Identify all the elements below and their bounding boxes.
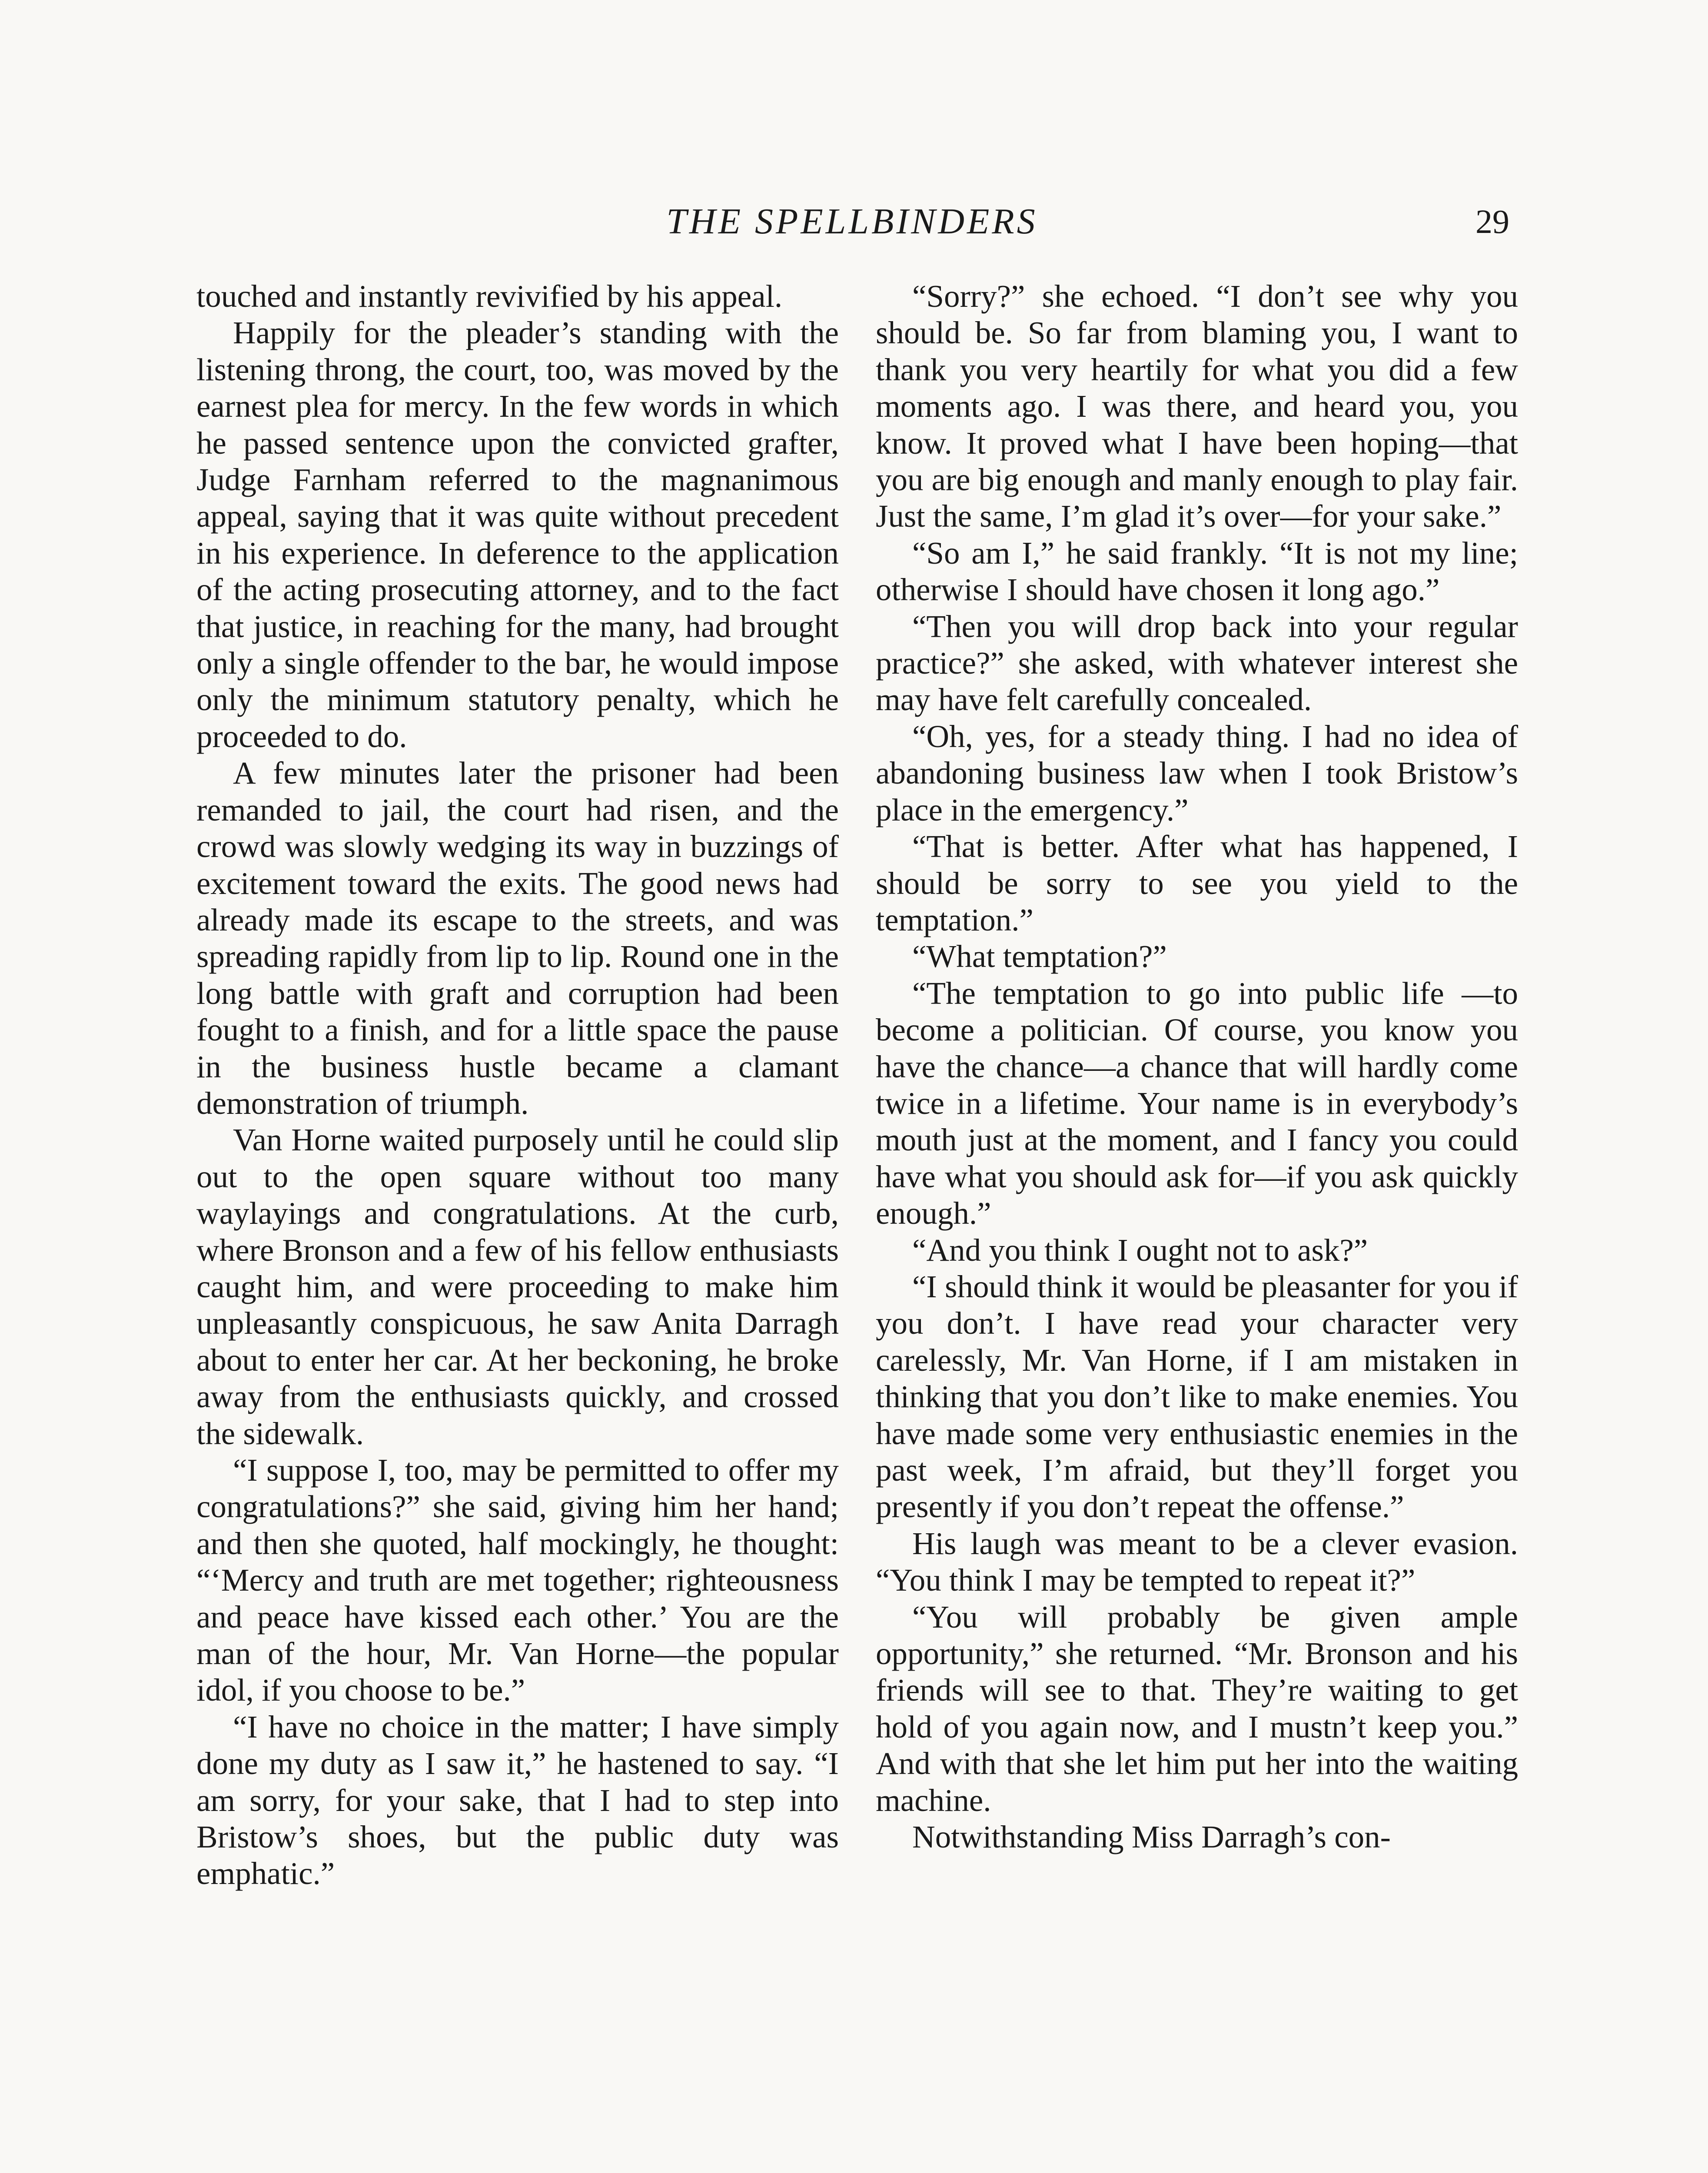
paragraph: Notwithstanding Miss Darragh’s con-: [912, 1819, 1391, 1855]
paragraph: “Then you will drop back into your regular practice?” she asked, with whatever interest she may have felt carefully concealed.: [876, 608, 1518, 718]
page-header: [195, 198, 1509, 246]
page-number: 29: [1475, 203, 1509, 240]
paragraph: “What temptation?”: [912, 939, 1167, 974]
paragraph: His laugh was meant to be a clever evasion. “You think I may be tempted to repeat it?”: [876, 1525, 1518, 1598]
running-title: THE SPELLBINDERS: [666, 201, 1038, 242]
paragraph: “The temptation to go into public life —to become a politician. Of course, you know you have the chance—a chance that will hardly come twice in a lifetime. Your name is in everybody’s mouth just at the moment, and I fancy you could have what you should ask for—if you ask quickly enough.”: [876, 975, 1518, 1231]
paragraph: Van Horne waited purposely until he could slip out to the open square without too many waylayings and congratulations. At the curb, where Bronson and a few of his fellow enthusiasts caught him, and were proceeding to make him unpleasantly conspicuous, he saw Anita Darragh about to enter her car. At her beckoning, he broke away from the enthusiasts quickly, and crossed the sidewalk.: [196, 1122, 839, 1451]
paragraph: Happily for the pleader’s standing with the listening throng, the court, too, was moved by the earnest plea for mercy. In the few words in which he passed sentence upon the convicted grafter, Judge Farnham referred to the magnanimous appeal, saying that it was quite without precedent in his experience. In deference to the application of the acting prosecuting attorney, and to the fact that justice, in reaching for the many, had brought only a single offender to the bar, he would impose only the minimum statutory penalty, which he proceeded to do.: [196, 315, 839, 754]
paragraph: “You will probably be given ample opportunity,” she returned. “Mr. Bronson and his friends will see to that. They’re waiting to get hold of you again now, and I mustn’t keep you.” And with that she let him put her into the waiting machine.: [876, 1599, 1518, 1818]
paragraph: “So am I,” he said frankly. “It is not my line; otherwise I should have chosen it long ago.”: [876, 535, 1518, 608]
right-column: [876, 278, 1518, 1855]
left-column: [196, 278, 839, 1892]
paragraph: “That is better. After what has happened, I should be sorry to see you yield to the temptation.”: [876, 829, 1518, 937]
paragraph: “I should think it would be pleasanter for you if you don’t. I have read your character very carelessly, Mr. Van Horne, if I am mistaken in thinking that you don’t like to make enemies. You have made some very enthusiastic enemies in the past week, I’m afraid, but they’ll forget you presently if you don’t repeat the offense.”: [876, 1269, 1518, 1525]
paragraph: touched and instantly revivified by his appeal.: [196, 279, 783, 314]
paragraph: “Oh, yes, for a steady thing. I had no idea of abandoning business law when I took Bristow’s place in the emergency.”: [876, 718, 1518, 827]
paragraph: “And you think I ought not to ask?”: [912, 1232, 1368, 1268]
paragraph: “I have no choice in the matter; I have simply done my duty as I saw it,” he hastened to say. “I am sorry, for your sake, that I had to step into Bristow’s shoes, but the public duty was emphatic.”: [196, 1709, 839, 1891]
paragraph: “Sorry?” she echoed. “I don’t see why you should be. So far from blaming you, I want to thank you very heartily for what you did a few moments ago. I was there, and heard you, you know. It proved what I have been hoping—that you are big enough and manly enough to play fair. Just the same, I’m glad it’s over—for your sake.”: [876, 279, 1518, 534]
paragraph: “I suppose I, too, may be permitted to offer my congratulations?” she said, giving him her hand; and then she quoted, half mockingly, he thought: “‘Mercy and truth are met together; righteousness and peace have kissed each other.’ You are the man of the hour, Mr. Van Horne—the popular idol, if you choose to be.”: [196, 1452, 839, 1708]
paragraph: A few minutes later the prisoner had been remanded to jail, the court had risen, and the crowd was slowly wedging its way in buzzings of excitement toward the exits. The good news had already made its escape to the streets, and was spreading rapidly from lip to lip. Round one in the long battle with graft and corruption had been fought to a finish, and for a little space the pause in the business hustle became a clamant demonstration of triumph.: [196, 755, 839, 1121]
